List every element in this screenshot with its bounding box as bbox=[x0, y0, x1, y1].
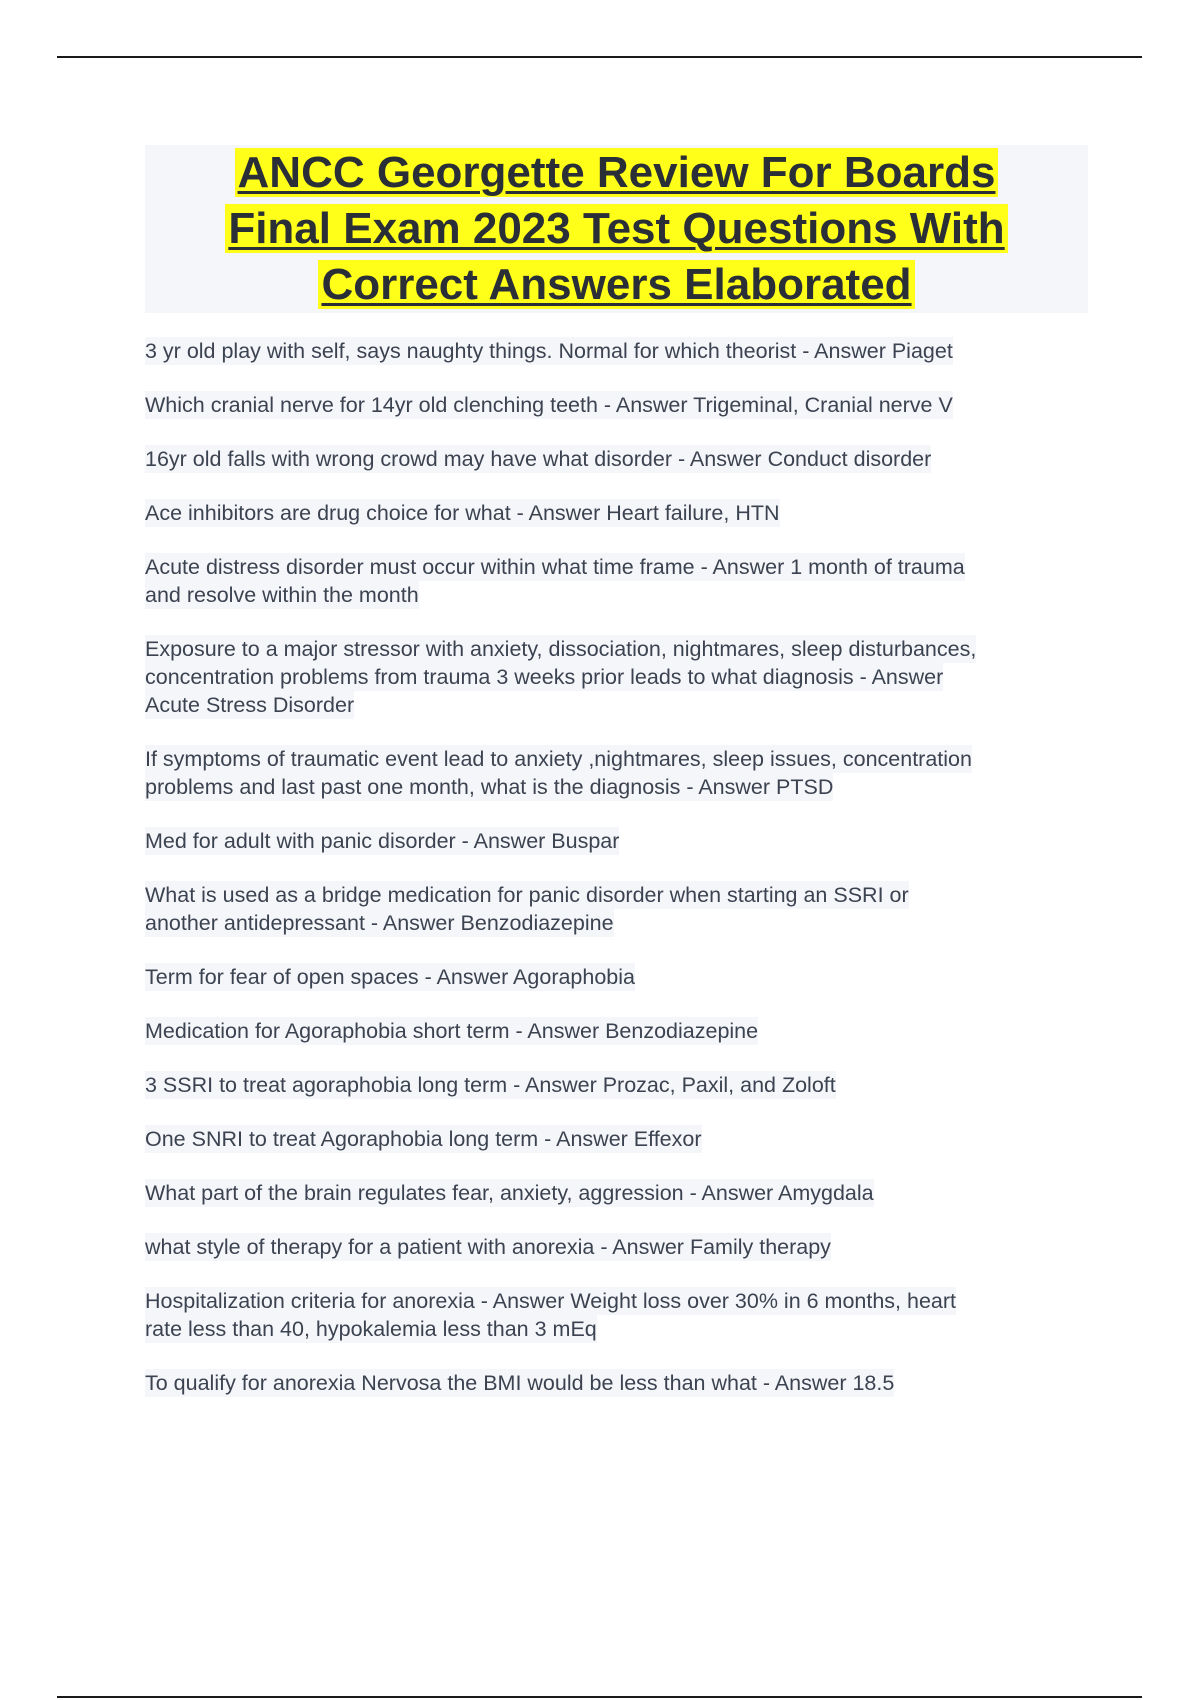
qa-item bbox=[145, 635, 1095, 719]
title-text: Final Exam 2023 Test Questions With bbox=[225, 204, 1007, 253]
qa-line: another antidepressant - Answer Benzodiazepine bbox=[145, 911, 614, 935]
qa-item bbox=[145, 745, 1095, 801]
qa-item bbox=[145, 553, 1095, 609]
qa-item bbox=[145, 1233, 1095, 1261]
qa-item bbox=[145, 1287, 1095, 1343]
qa-line: Acute distress disorder must occur within what time frame - Answer 1 month of trauma bbox=[145, 555, 965, 579]
title-line bbox=[145, 201, 1088, 257]
qa-item bbox=[145, 1369, 1095, 1397]
qa-line: rate less than 40, hypokalemia less than 3 mEq bbox=[145, 1317, 597, 1341]
qa-item bbox=[145, 1125, 1095, 1153]
qa-line: 3 SSRI to treat agoraphobia long term - Answer Prozac, Paxil, and Zoloft bbox=[145, 1073, 836, 1097]
qa-item bbox=[145, 1071, 1095, 1099]
title-block bbox=[145, 145, 1088, 313]
qa-line: Ace inhibitors are drug choice for what - Answer Heart failure, HTN bbox=[145, 501, 780, 525]
qa-item bbox=[145, 337, 1095, 365]
qa-line: Med for adult with panic disorder - Answer Buspar bbox=[145, 829, 620, 853]
title-text: ANCC Georgette Review For Boards bbox=[235, 148, 999, 197]
qa-line: what style of therapy for a patient with anorexia - Answer Family therapy bbox=[145, 1235, 831, 1259]
qa-item bbox=[145, 499, 1095, 527]
qa-line: Which cranial nerve for 14yr old clenching teeth - Answer Trigeminal, Cranial nerve V bbox=[145, 393, 953, 417]
qa-item bbox=[145, 827, 1095, 855]
qa-item bbox=[145, 963, 1095, 991]
qa-line: 3 yr old play with self, says naughty things. Normal for which theorist - Answer Piaget bbox=[145, 339, 953, 363]
qa-line: What is used as a bridge medication for panic disorder when starting an SSRI or bbox=[145, 883, 909, 907]
qa-item bbox=[145, 445, 1095, 473]
qa-line: What part of the brain regulates fear, anxiety, aggression - Answer Amygdala bbox=[145, 1181, 874, 1205]
qa-line: To qualify for anorexia Nervosa the BMI would be less than what - Answer 18.5 bbox=[145, 1371, 895, 1395]
qa-line: and resolve within the month bbox=[145, 583, 419, 607]
qa-line: Exposure to a major stressor with anxiety, dissociation, nightmares, sleep disturbances, bbox=[145, 637, 977, 661]
title-line bbox=[145, 257, 1088, 313]
qa-line: If symptoms of traumatic event lead to anxiety ,nightmares, sleep issues, concentration bbox=[145, 747, 972, 771]
qa-line: concentration problems from trauma 3 weeks prior leads to what diagnosis - Answer bbox=[145, 665, 944, 689]
qa-line: Acute Stress Disorder bbox=[145, 693, 355, 717]
qa-line: 16yr old falls with wrong crowd may have what disorder - Answer Conduct disorder bbox=[145, 447, 932, 471]
title-line bbox=[145, 145, 1088, 201]
footer-rule bbox=[57, 1696, 1142, 1698]
header-rule bbox=[57, 56, 1142, 58]
qa-line: Hospitalization criteria for anorexia - Answer Weight loss over 30% in 6 months, heart bbox=[145, 1289, 957, 1313]
qa-item bbox=[145, 391, 1095, 419]
qa-line: Term for fear of open spaces - Answer Agoraphobia bbox=[145, 965, 635, 989]
question-answer-list bbox=[145, 337, 1095, 1423]
title-text: Correct Answers Elaborated bbox=[318, 260, 914, 309]
qa-item bbox=[145, 1179, 1095, 1207]
qa-item bbox=[145, 881, 1095, 937]
qa-line: Medication for Agoraphobia short term - Answer Benzodiazepine bbox=[145, 1019, 759, 1043]
qa-line: problems and last past one month, what is the diagnosis - Answer PTSD bbox=[145, 775, 834, 799]
qa-item bbox=[145, 1017, 1095, 1045]
qa-line: One SNRI to treat Agoraphobia long term - Answer Effexor bbox=[145, 1127, 702, 1151]
